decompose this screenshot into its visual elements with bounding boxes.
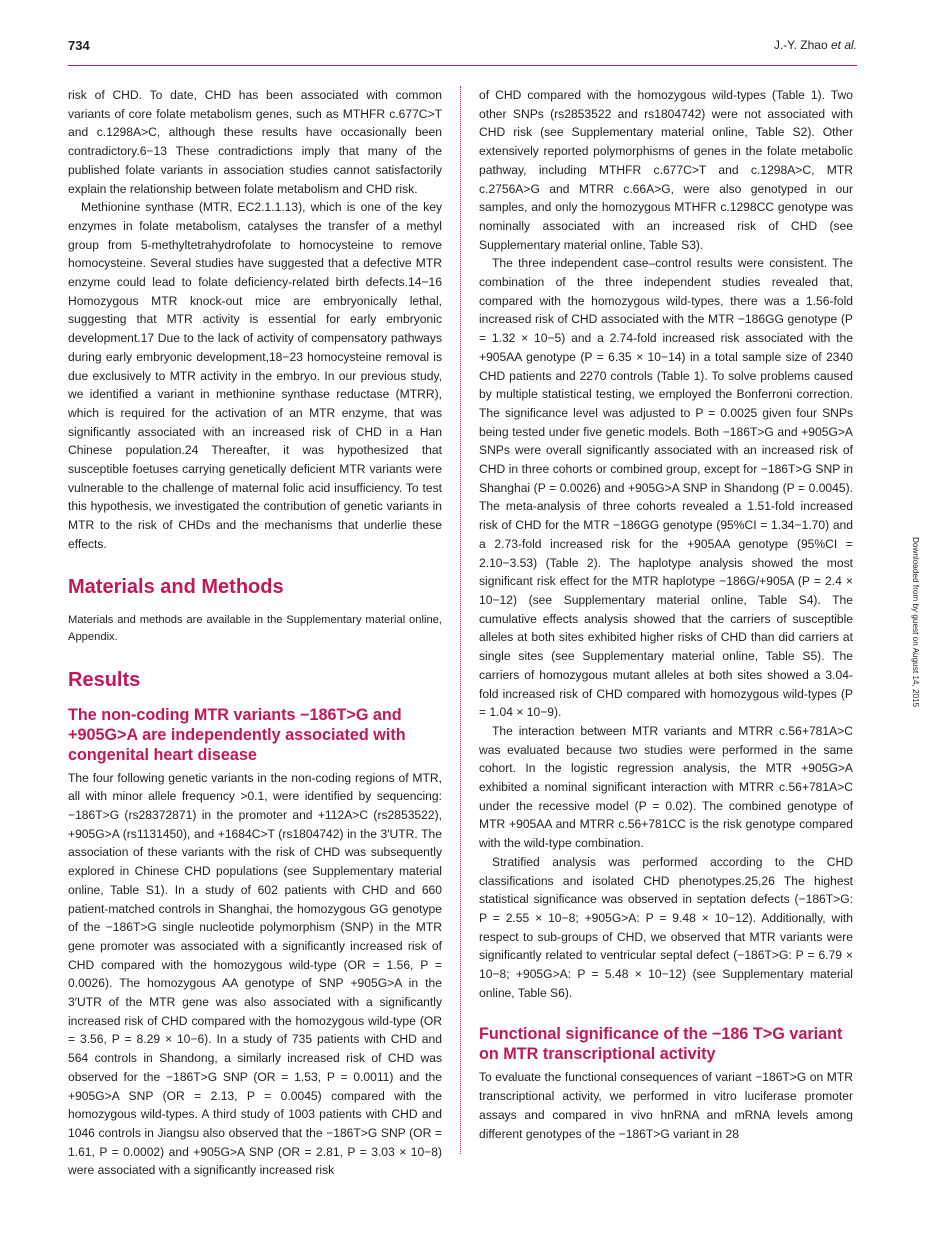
section-heading-methods: Materials and Methods [68, 575, 284, 598]
running-head [774, 38, 857, 52]
download-note-svg [904, 537, 920, 708]
running-head-authors: J.-Y. Zhao [773, 38, 831, 52]
page-number: 734 [68, 38, 90, 53]
paragraph: Materials and methods are available in the Supplementary material online, Appendix. [68, 613, 442, 644]
subsection-heading: The non-coding MTR variants −186T>G and +905G>A are independently associated with congenital heart disease [68, 705, 406, 764]
section-heading-results: Results [68, 668, 141, 691]
column-divider [460, 86, 461, 1154]
subsection-heading: Functional significance of the −186 T>G variant on MTR transcriptional activity [479, 1025, 843, 1064]
paragraph: Methionine synthase (MTR, EC2.1.1.13), which is one of the key enzymes in folate metabolism, catalyses the transfer of a methyl group from 5-methyltetrahydrofolate to homocysteine to remove homocysteine. Several studies have suggested that a defective MTR enzyme could lead to folate deficiency-related birth defects.14−16 Homozygous MTR knock-out mice are embryonically lethal, suggesting that MTR activity is essential for early embryonic development.17 Due to the lack of activity of compensatory pathways during early embryonic development,18−23 homocysteine removal is due exclusively to MTR activity in the embryo. In our previous study, we identified a variant in methionine synthase reductase (MTRR), which is required for the activation of an MTR enzyme, that was significantly associated with an increased risk of CHD in a Han Chinese population.24 Thereafter, it was hypothesized that susceptible foetuses carrying genetically deficient MTR variants were vulnerable to the challenge of maternal folic acid insufficiency. To test this hypothesis, we investigated the contribution of genetic variants in MTR to the risk of CHDs and the mechanisms that underlie these effects. [68, 200, 442, 551]
download-note-text: Downloaded from by guest on August 14, 2015 [911, 537, 920, 708]
paragraph: of CHD compared with the homozygous wild-types (Table 1). Two other SNPs (rs2853522 and rs1804742) were not associated with CHD risk (see Supplementary material online, Table S2). Other extensively reported polymorphisms of genes in the folate metabolic pathway, including MTHFR c.677C>T and c.1298A>C, MTR c.2756A>G and MTRR c.66A>G, were also genotyped in our samples, and only the homozygous MTHFR c.1298CC genotype was nominally associated with an increased risk of CHD (see Supplementary material online, Table S3). [479, 88, 853, 252]
running-head-etal: et al. [830, 38, 857, 52]
left-column [68, 86, 442, 1180]
paragraph: risk of CHD. To date, CHD has been associated with common variants of core folate metabolism genes, such as MTHFR c.677C>T and c.1298A>C, although these results have occasionally been contradictory.6−13 These contradictions imply that many of the published folate variants in association studies cannot satisfactorily explain the relationship between folate metabolism and CHD risk. [68, 88, 442, 196]
paragraph: The interaction between MTR variants and MTRR c.56+781A>C was evaluated because two studies were performed in the same cohort. In the logistic regression analysis, the MTR +905G>A exhibited a nominal significant interaction with MTRR c.56+781A>C under the recessive model (P = 0.02). The combined genotype of MTR +905AA and MTRR c.56+781CC is the risk genotype compared with the wild-type combination. [479, 723, 853, 851]
paragraph: To evaluate the functional consequences of variant −186T>G on MTR transcriptional activity, we performed in vitro luciferase promoter assays and compared in vivo hnRNA and mRNA levels among different genotypes of the −186T>G variant in 28 [479, 1070, 853, 1141]
right-column [479, 86, 853, 1143]
paragraph: The four following genetic variants in the non-coding regions of MTR, all with minor allele frequency >0.1, were identified by sequencing: −186T>G (rs28372871) in the promoter and +112A>C (rs2853522), +905G>A (rs1131450), and +1684C>T (rs1804742) in the 3′UTR. The association of these variants with the risk of CHD was subsequently explored in Chinese CHD populations (see Supplementary material online, Table S1). In a study of 602 patients with CHD and 660 patient-matched controls in Shanghai, the homozygous GG genotype of the −186T>G single nucleotide polymorphism (SNP) in the MTR gene promoter was associated with a significantly increased risk of CHD compared with the homozygous wild-type (OR = 1.56, P = 0.0026). The homozygous AA genotype of SNP +905G>A in the 3′UTR of the MTR gene was also associated with a significantly increased risk of CHD compared with the homozygous wild-type (OR = 3.56, P = 8.29 × 10−6). In a study of 735 patients with CHD and 564 controls in Shandong, a similarly increased risk of CHD was observed for the −186T>G SNP (OR = 1.53, P = 0.0011) and the +905G>A SNP (OR = 2.13, P = 0.0045) compared with the homozygous wild-types. A third study of 1003 patients with CHD and 1046 controls in Jiangsu also observed that the −186T>G SNP (OR = 1.61, P = 0.0002) and +905G>A SNP (OR = 2.81, P = 3.03 × 10−8) were associated with a significantly increased risk [68, 770, 442, 1178]
paragraph: Stratified analysis was performed according to the CHD classifications and isolated CHD phenotypes.25,26 The highest statistical significance was observed in septation defects (−186T>G: P = 2.55 × 10−8; +905G>A: P = 9.48 × 10−12). Additionally, with respect to sub-groups of CHD, we observed that MTR variants were significantly related to ventricular septal defect (−186T>G: P = 6.79 × 10−8; +905G>A: P = 5.48 × 10−12) (see Supplementary material online, Table S6). [479, 854, 853, 1000]
page-header [68, 38, 857, 58]
header-rule [68, 65, 857, 66]
paragraph: The three independent case–control results were consistent. The combination of the three independent studies revealed that, compared with the homozygous wild-types, there was a 1.56-fold increased risk of CHD associated with the MTR −186GG genotype (P = 1.32 × 10−5) and a 2.74-fold increased risk associated with the +905AA genotype (P = 6.35 × 10−14) in a total sample size of 2340 CHD patients and 2270 controls (Table 1). To solve problems caused by multiple statistical testing, we employed the Bonferroni correction. The significance level was adjusted to P = 0.0025 given four SNPs being tested under five genetic models. Both −186T>G and +905G>A SNPs were overall significantly associated with an increased risk of CHD in three cohorts or combined group, except for −186T>G SNP in Shanghai (P = 0.0026) and +905G>A SNP in Shandong (P = 0.0045). The meta-analysis of three cohorts revealed a 1.51-fold increased risk of CHD for the MTR −186GG genotype (95%CI = 1.34−1.70) and a 2.73-fold increased risk for the +905AA genotype (95%CI = 2.10−3.53) (Table 2). The haplotype analysis showed the most significant risk effect for the MTR haplotype −186G/+905A (P = 2.4 × 10−12) (see Supplementary material online, Table S4). The cumulative effects analysis showed that the carriers of susceptible alleles at both sites exhibited higher risks of CHD than did carriers at single sites (see Supplementary material online, Table S5). The carriers of homozygous mutant alleles at both sites showed a 3.04-fold increased risk of CHD compared with homozygous wild-types (P = 1.04 × 10−9). [479, 256, 853, 720]
download-note [904, 537, 920, 708]
